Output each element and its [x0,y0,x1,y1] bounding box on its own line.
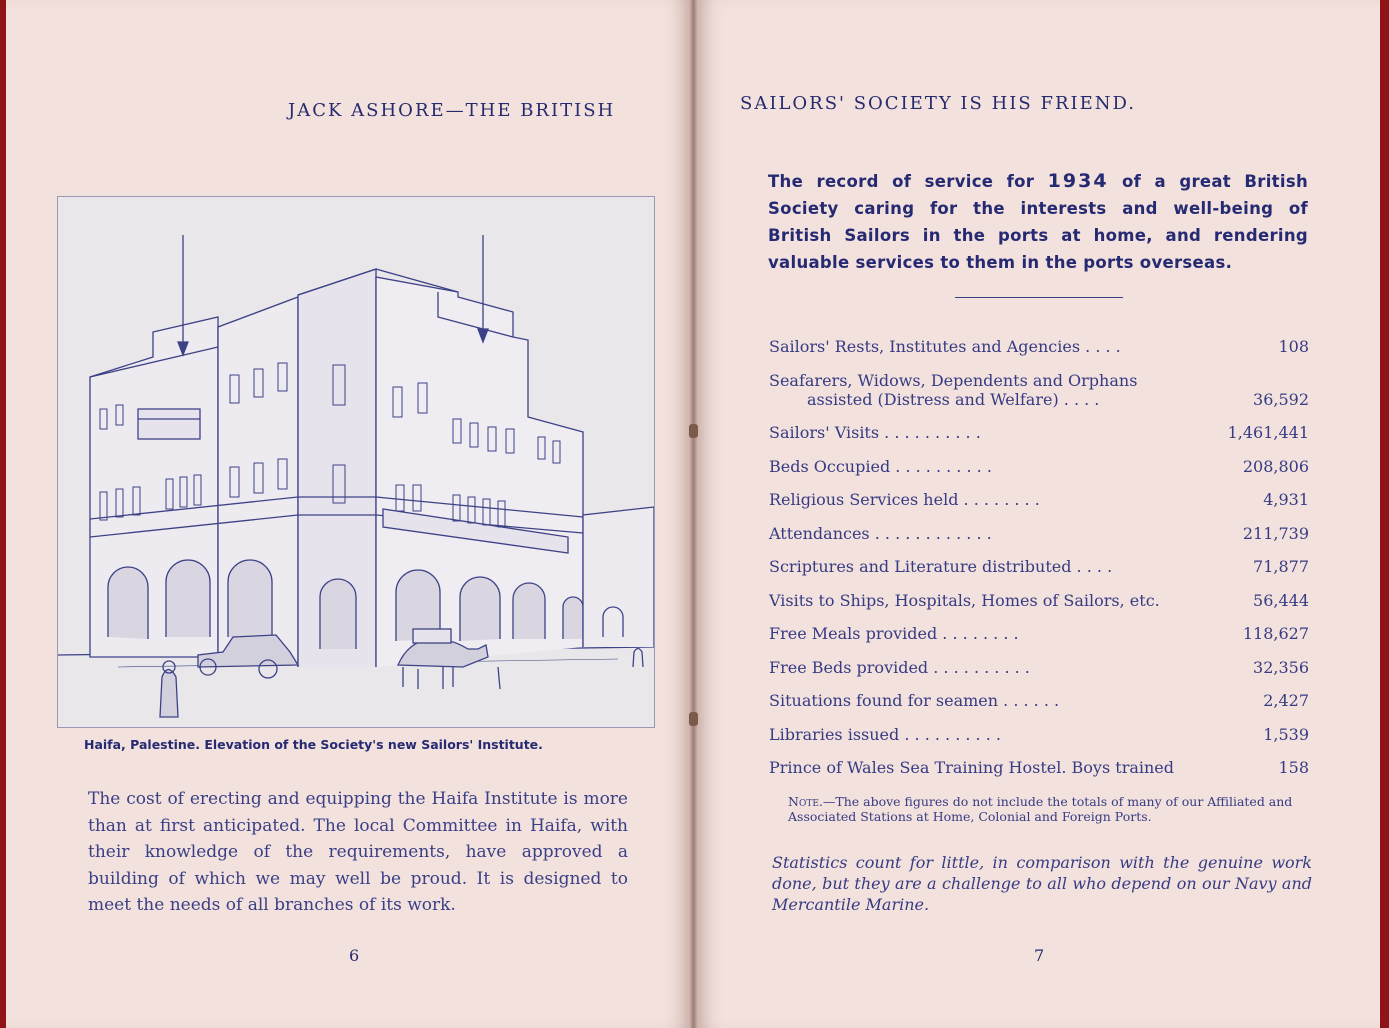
binding-staple [689,712,698,726]
stat-value: 158 [1278,758,1309,777]
stat-row [769,509,1309,543]
stat-row [769,409,1309,443]
stat-row [769,476,1309,510]
stat-value: 208,806 [1242,456,1309,476]
stat-row [769,442,1309,476]
stat-row [769,677,1309,711]
stat-label: Libraries issued . . . . . . . . . . [769,724,1001,744]
stat-label: Scriptures and Literature distributed . . . . [769,557,1113,576]
stat-label: Attendances . . . . . . . . . . . . [769,523,992,543]
binding-staple [689,424,698,438]
note-label: Note. [788,794,823,809]
footnote [788,794,1298,824]
stat-value: 108 [1278,336,1309,356]
stat-row [769,576,1309,610]
illustration-caption: Haifa, Palestine. Elevation of the Society's new Sailors' Institute. [84,737,543,752]
stat-label: Beds Occupied . . . . . . . . . . [769,456,992,476]
intro-rest: of a great British Society caring for the interests and well-being of British Sailors in the ports at home, and rendering valuable services to them in the ports overseas. [768,172,1308,272]
service-statistics [769,322,1309,777]
closing-statement: Statistics count for little, in comparison with the genuine work done, but they are a challenge to all who depend on our Navy and Mercantile Marine. [772,853,1312,914]
stat-row [769,610,1309,644]
building-drawing [58,197,654,727]
stat-label: Visits to Ships, Hospitals, Homes of Sailors, etc. [769,590,1160,610]
page-number-right: 7 [1034,946,1045,965]
stat-row [769,322,1309,356]
stat-value: 56,444 [1253,590,1309,610]
running-head-right: SAILORS' SOCIETY IS HIS FRIEND. [740,93,1137,114]
left-page-body: The cost of erecting and equipping the Haifa Institute is more than at first anticipated. The local Committee in Haifa, with their knowledge of the requirements, have approved a building of which we may well be proud. It is designed to meet the needs of all branches of its work. [88,789,628,915]
stat-row [769,543,1309,577]
intro-lead: The record of service for [768,172,1048,191]
service-record-intro [768,168,1308,276]
stat-value: 2,427 [1263,691,1309,710]
stat-label: Sailors' Rests, Institutes and Agencies . . . . [769,336,1121,356]
haifa-institute-illustration [57,196,655,728]
stat-value: 1,461,441 [1227,423,1309,442]
stat-label-line1: Seafarers, Widows, Dependents and Orphans [769,370,1138,390]
stat-value: 32,356 [1253,657,1309,677]
book-gutter [690,0,697,1028]
running-head-left: JACK ASHORE—THE BRITISH [288,100,616,121]
stat-value: 211,739 [1242,523,1309,543]
stat-label: Free Beds provided . . . . . . . . . . [769,657,1030,677]
stat-label: Free Meals provided . . . . . . . . [769,624,1019,643]
stat-value: 1,539 [1263,724,1309,744]
stat-value: 71,877 [1253,557,1309,576]
stat-value: 36,592 [1253,389,1309,409]
stat-label: Prince of Wales Sea Training Hostel. Boys trained [769,758,1175,777]
stat-row [769,744,1309,778]
stat-row [769,710,1309,744]
stat-row [769,643,1309,677]
intro-year: 1934 [1047,170,1109,192]
stat-label: Sailors' Visits . . . . . . . . . . [769,423,981,442]
stat-label [769,371,1209,409]
stat-value: 118,627 [1242,624,1309,643]
stat-label: Situations found for seamen . . . . . . [769,691,1060,710]
stat-row [769,356,1309,409]
page-number-left: 6 [349,946,360,965]
section-divider [955,297,1123,298]
stat-label: Religious Services held . . . . . . . . [769,490,1040,509]
note-text: —The above figures do not include the totals of many of our Affiliated and Associated Stations at Home, Colonial and Foreign Ports. [788,794,1293,824]
stat-value: 4,931 [1263,490,1309,509]
stat-label-line2: assisted (Distress and Welfare) . . . . [807,389,1100,409]
